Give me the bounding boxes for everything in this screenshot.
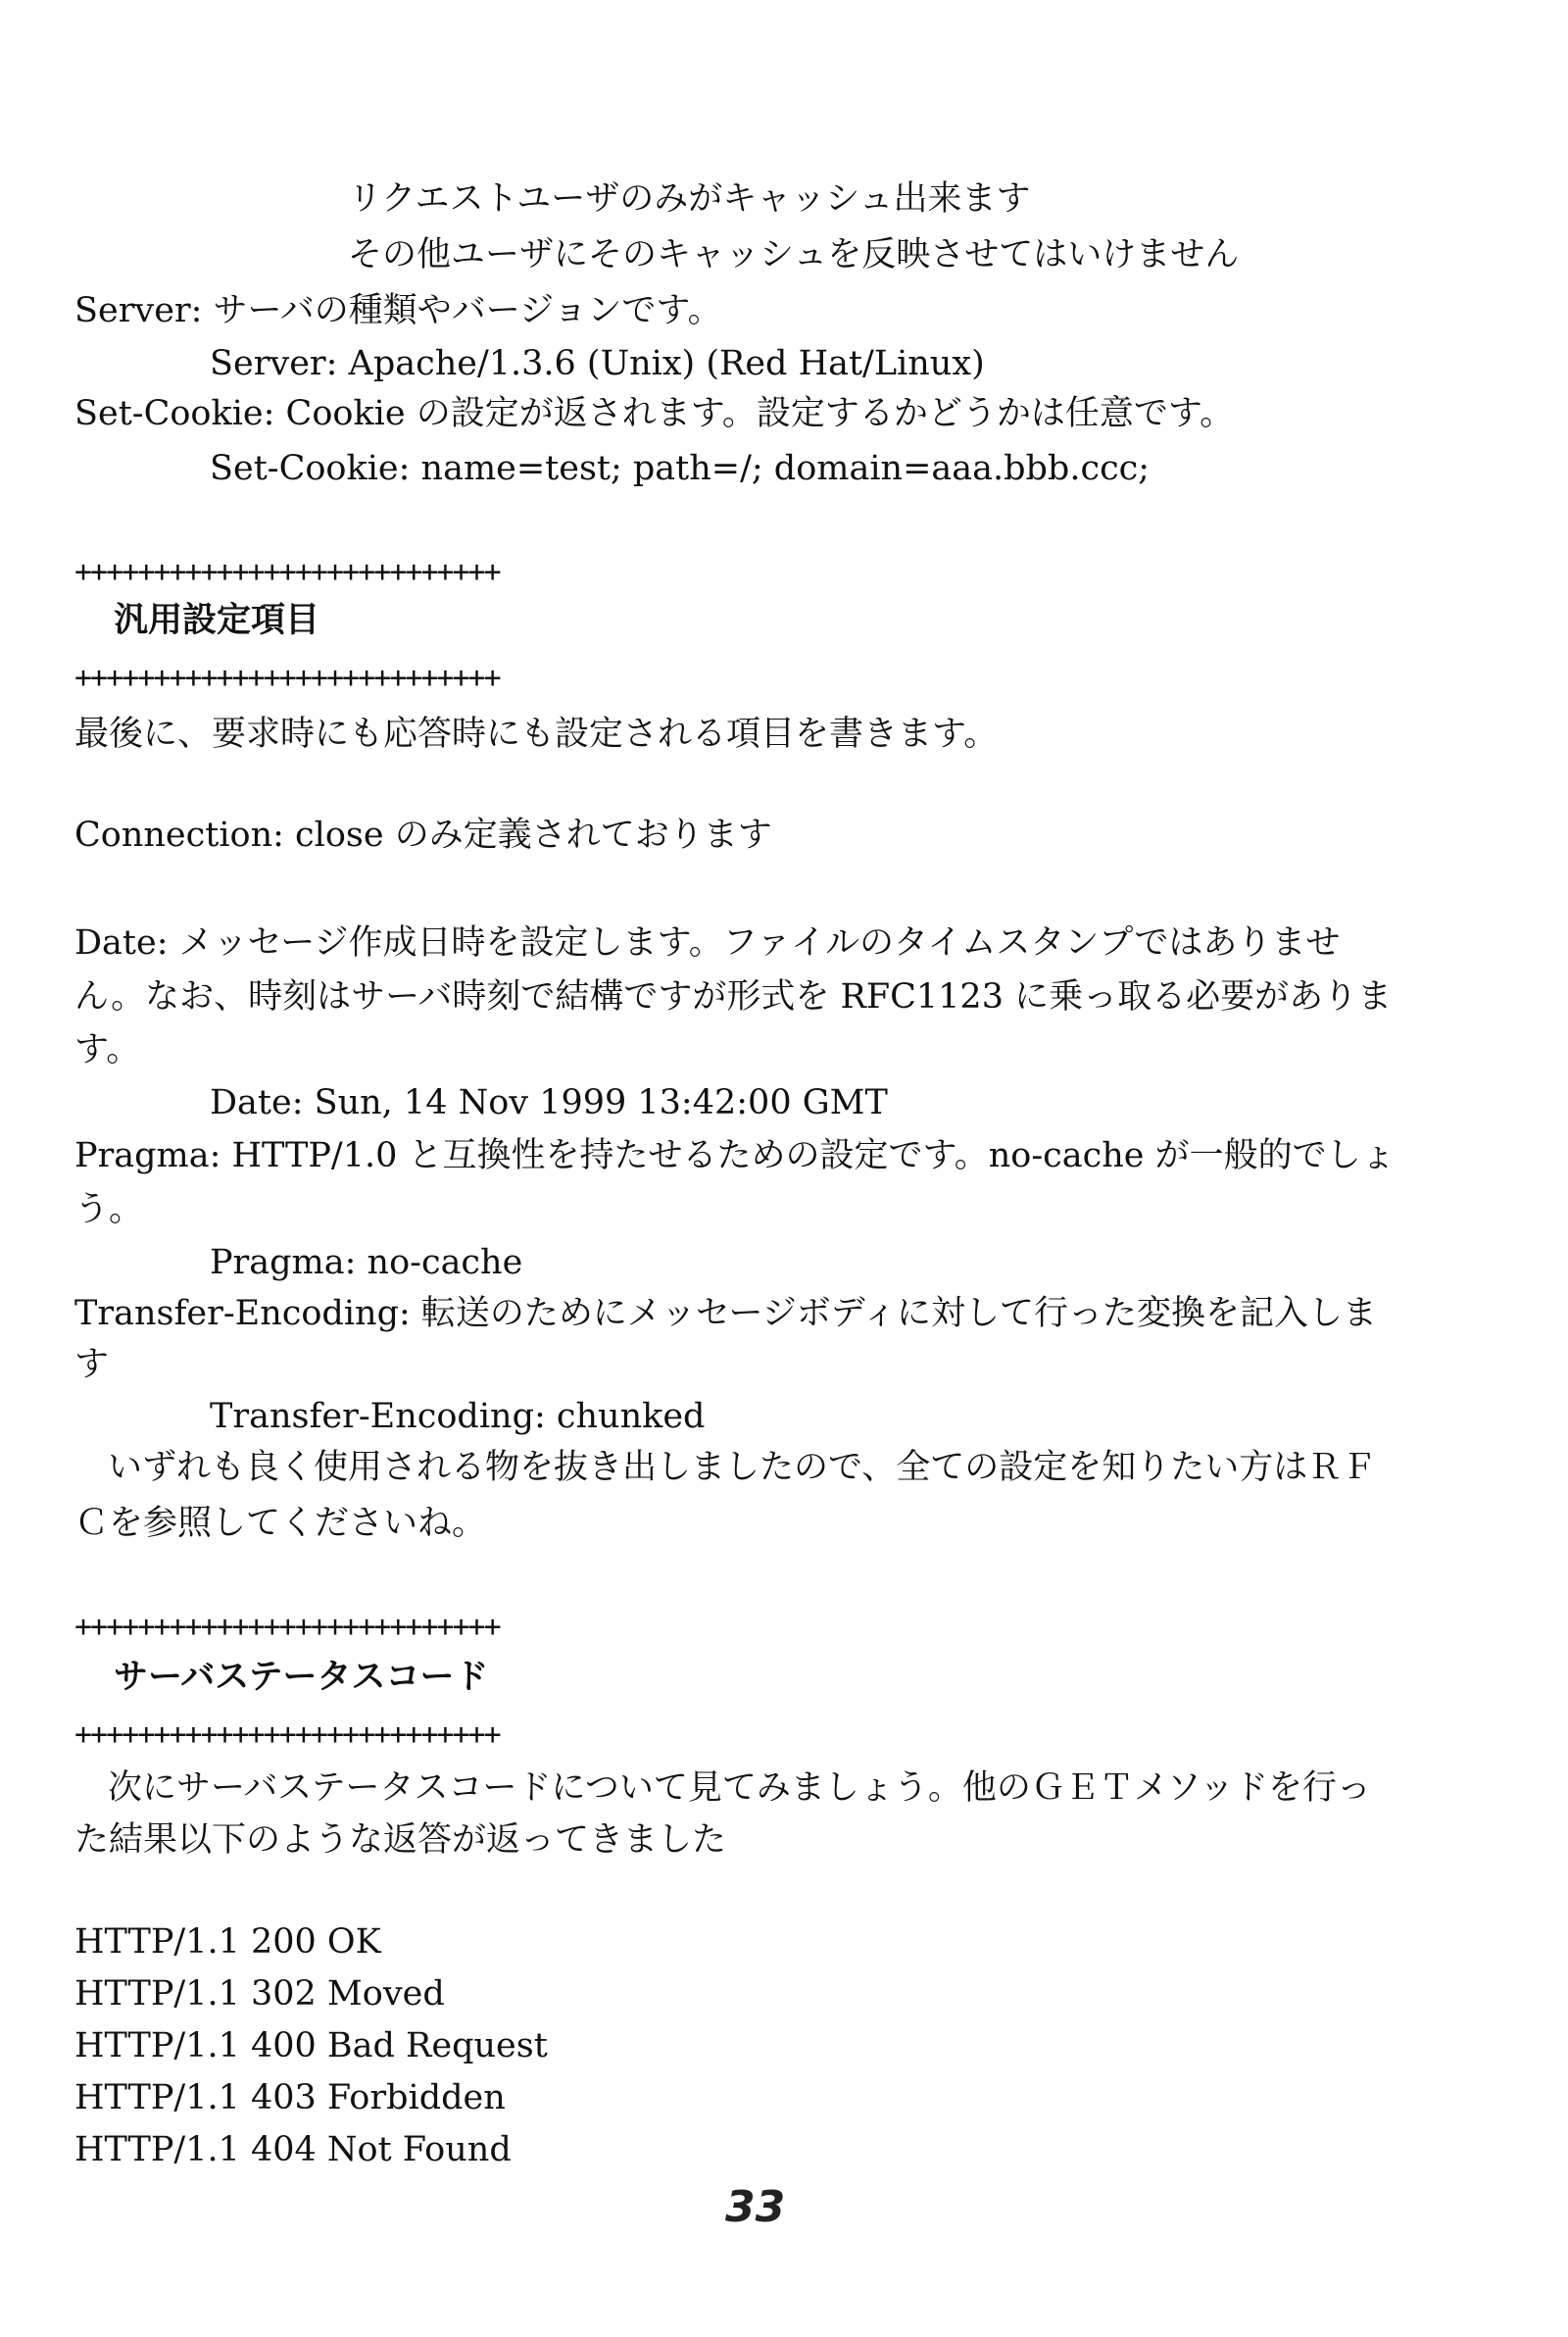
text-line: Server: Apache/1.3.6 (Unix) (Red Hat/Linux) [210,344,985,383]
text-line: Set-Cookie: name=test; path=/; domain=aaa.bbb.ccc; [210,449,1151,488]
section-heading-status: サーバステータスコード [114,1658,489,1697]
separator-line: +++++++++++++++++++++++++++ [74,1610,500,1644]
text-line: リクエストユーザのみがキャッシュ出来ます [348,179,1031,219]
status-code-line: HTTP/1.1 400 Bad Request [74,2026,548,2065]
separator-line: +++++++++++++++++++++++++++ [74,1717,500,1752]
text-line: Ｃを参照してくださいね。 [74,1504,487,1543]
text-line: Date: メッセージ作成日時を設定します。ファイルのタイムスタンプではありませ [74,923,1341,963]
text-line: Pragma: no-cache [210,1243,523,1282]
text-line: す。 [74,1030,141,1069]
status-code-line: HTTP/1.1 200 OK [74,1922,381,1962]
section-heading-general: 汎用設定項目 [114,601,320,640]
status-code-line: HTTP/1.1 403 Forbidden [74,2078,506,2117]
text-line: いずれも良く使用される物を抜き出しましたので、全ての設定を知りたい方はＲＦ [108,1448,1377,1487]
status-code-line: HTTP/1.1 404 Not Found [74,2130,512,2169]
separator-line: +++++++++++++++++++++++++++ [74,661,500,695]
text-line: た結果以下のような返答が返ってきました [74,1820,727,1860]
text-line: その他ユーザにそのキャッシュを反映させてはいけません [348,235,1240,274]
text-line: Connection: close のみ定義されております [74,816,772,855]
text-line: Set-Cookie: Cookie の設定が返されます。設定するかどうかは任意です。 [74,394,1235,433]
text-line: Date: Sun, 14 Nov 1999 13:42:00 GMT [210,1083,888,1122]
text-line: Server: サーバの種類やバージョンです。 [74,291,722,330]
text-line: 最後に、要求時にも応答時にも設定される項目を書きます。 [74,715,999,754]
text-line: う。 [74,1190,144,1229]
text-line: Transfer-Encoding: chunked [210,1397,706,1436]
text-line: 次にサーバステータスコードについて見てみましょう。他のＧＥＴメソッドを行っ [108,1768,1372,1808]
separator-line: +++++++++++++++++++++++++++ [74,555,500,589]
status-code-line: HTTP/1.1 302 Moved [74,1974,445,2014]
text-line: Pragma: HTTP/1.0 と互換性を持たせるための設定です。no-cache が一般的でしょ [74,1136,1396,1175]
page-number: 33 [725,2182,786,2232]
text-line: ん。なお、時刻はサーバ時刻で結構ですが形式を RFC1123 に乗っ取る必要がありま [74,977,1393,1017]
text-line: Transfer-Encoding: 転送のためにメッセージボディに対して行った変換を記入しま [74,1294,1377,1333]
text-line: す [74,1345,110,1384]
